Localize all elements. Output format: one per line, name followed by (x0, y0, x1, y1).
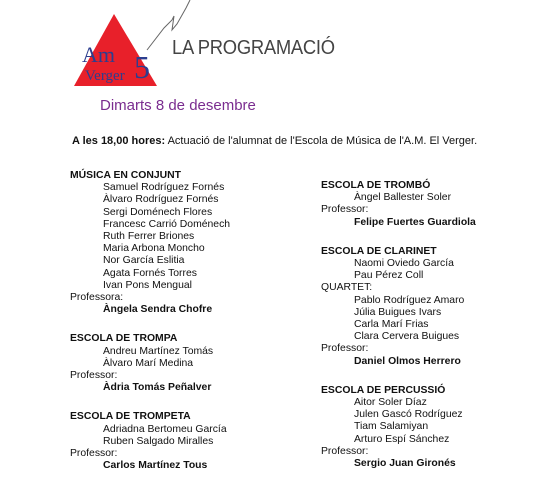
member-name: Francesc Carrió Doménech (103, 218, 231, 230)
member-name: Andreu Martínez Tomás (103, 345, 214, 357)
logo-text-verger: Verger (85, 68, 125, 84)
role-label: Professor: (70, 448, 118, 460)
member-name: Carla Marí Frias (354, 319, 429, 331)
role-label: Professor: (321, 445, 369, 457)
intro-text: Actuació de l'alumnat de l'Escola de Música de l'A.M. El Verger. (165, 135, 478, 147)
section-escola-trompeta (70, 411, 300, 472)
intro-time: A les 18,00 hores: (72, 135, 166, 147)
role-label: Professora: (70, 292, 124, 304)
event-date: Dimarts 8 de desembre (100, 97, 256, 114)
member-name: Júlia Buigues Ivars (354, 306, 442, 318)
member-name: Nor García Eslitia (103, 255, 185, 267)
section-escola-percussio (321, 385, 550, 470)
section-escola-trombo (321, 180, 550, 229)
logo-text-am: Am (82, 42, 115, 67)
section-heading: ESCOLA DE CLARINET (321, 245, 437, 257)
section-heading: ESCOLA DE PERCUSSIÓ (321, 384, 446, 396)
section-musica-conjunt (70, 170, 300, 316)
intro-line (72, 135, 477, 147)
left-column (70, 170, 300, 489)
member-name: Ruth Ferrer Briones (103, 231, 195, 243)
member-name: Agata Fornés Torres (103, 267, 197, 279)
quartet-label: QUARTET: (321, 282, 373, 294)
member-name: Arturo Espí Sánchez (354, 433, 450, 445)
member-name: Samuel Rodríguez Fornés (103, 182, 225, 194)
member-name: Àngel Ballester Soler (354, 192, 452, 204)
member-name: Àlvaro Marí Medina (103, 357, 194, 369)
logo-number: 5 (134, 49, 150, 85)
section-escola-trompa (70, 333, 300, 394)
teacher-name: Carlos Martínez Tous (103, 460, 208, 472)
section-escola-clarinet (321, 246, 550, 368)
member-name: Clara Cervera Buigues (354, 331, 460, 343)
page-title: LA PROGRAMACIÓ (172, 37, 335, 59)
teacher-name: Àngela Sendra Chofre (103, 304, 213, 316)
member-name: Pau Pérez Coll (354, 270, 424, 282)
section-heading: ESCOLA DE TROMPA (70, 333, 178, 345)
section-heading: MÚSICA EN CONJUNT (70, 170, 182, 181)
member-name: Julen Gascó Rodríguez (354, 409, 463, 421)
member-name: Ruben Salgado Miralles (103, 435, 214, 447)
member-name: Ivan Pons Mengual (103, 279, 192, 291)
role-label: Professor: (321, 204, 369, 216)
member-name: Maria Arbona Moncho (103, 243, 205, 255)
section-heading: ESCOLA DE TROMPETA (70, 411, 191, 423)
teacher-name: Daniel Olmos Herrero (354, 355, 461, 367)
role-label: Professor: (70, 370, 118, 382)
member-name: Sergi Doménech Flores (103, 206, 213, 218)
section-heading: ESCOLA DE TROMBÓ (321, 180, 431, 191)
member-name: Àlvaro Rodríguez Fornés (103, 194, 219, 206)
member-name: Naomi Oviedo García (354, 258, 454, 270)
teacher-name: Felipe Fuertes Guardiola (354, 216, 476, 228)
member-name: Tiam Salamiyan (354, 421, 429, 433)
member-name: Adriadna Bertomeu García (103, 423, 227, 435)
member-name: Pablo Rodríguez Amaro (354, 294, 465, 306)
member-name: Aitor Soler Díaz (354, 397, 427, 409)
teacher-name: Àdria Tomás Peñalver (103, 382, 212, 394)
teacher-name: Sergio Juan Gironés (354, 458, 456, 470)
right-column (321, 180, 550, 487)
role-label: Professor: (321, 343, 369, 355)
